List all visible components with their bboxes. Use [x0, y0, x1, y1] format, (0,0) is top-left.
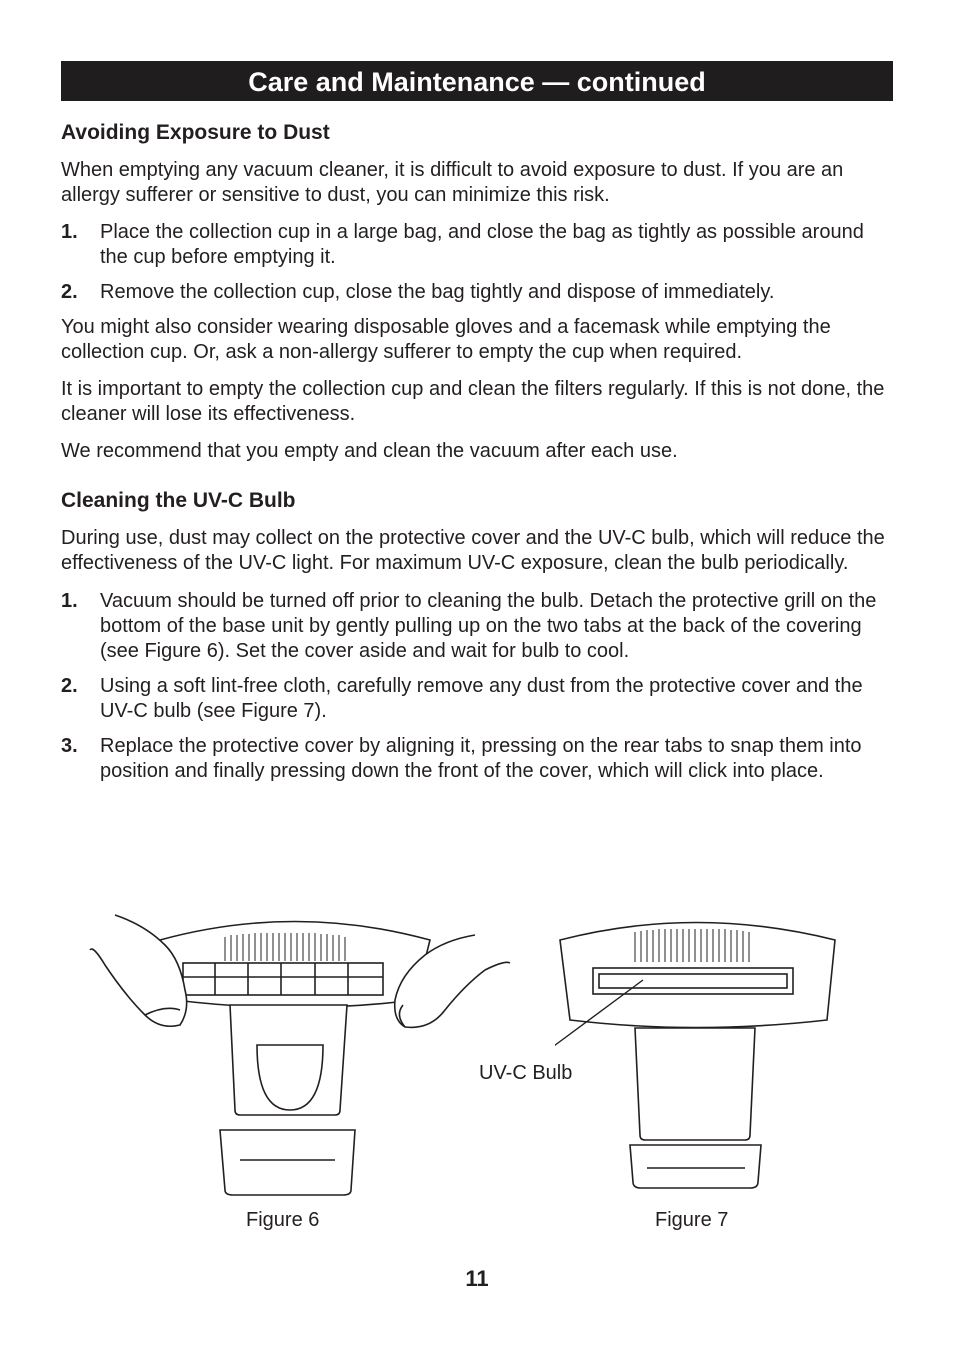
dust-paragraph-1: You might also consider wearing disposable gloves and a facemask while emptying the collection cup. Or, ask a non-allergy sufferer to empty the cup when required. [61, 316, 831, 363]
step-number: 2. [61, 675, 78, 697]
handle-body [635, 1028, 755, 1140]
step-text: Vacuum should be turned off prior to cleaning the bulb. Detach the protective grill on the bottom of the base unit by gently pulling up on the two tabs at the back of the covering (see Figure 6). Set the cover aside and wait for bulb to cool. [100, 590, 877, 662]
figure-7-illustration [555, 910, 845, 1200]
base-unit [560, 923, 835, 1028]
step-number: 2. [61, 281, 78, 303]
grill [183, 963, 383, 995]
section-title: Care and Maintenance — continued [248, 67, 706, 97]
uvc-intro: During use, dust may collect on the protective cover and the UV-C bulb, which will reduce the effectiveness of the UV-C light. For maximum UV-C exposure, clean the bulb periodically. [61, 527, 885, 574]
figure-6-caption: Figure 6 [246, 1209, 320, 1231]
dust-heading: Avoiding Exposure to Dust [61, 121, 330, 144]
uv-c-bulb [599, 974, 787, 988]
uv-c-bulb-tray [593, 968, 793, 994]
dust-step-1 [61, 220, 893, 270]
dust-step-2 [61, 280, 893, 305]
bulb-label: UV-C Bulb [479, 1062, 573, 1084]
collection-cup [630, 1145, 761, 1188]
left-hand [90, 915, 187, 1026]
section-header [61, 61, 893, 101]
uvc-step-2 [61, 674, 893, 724]
figure-7-caption: Figure 7 [655, 1209, 729, 1231]
uvc-step-1 [61, 589, 893, 664]
dust-paragraph-2: It is important to empty the collection cup and clean the filters regularly. If this is not done, the cleaner will lose its effectiveness. [61, 378, 885, 425]
step-text: Remove the collection cup, close the bag tightly and dispose of immediately. [100, 281, 775, 303]
base-unit [160, 922, 430, 1008]
uvc-heading: Cleaning the UV-C Bulb [61, 489, 296, 512]
uvc-step-3 [61, 734, 893, 784]
bulb-pointer-line [555, 980, 643, 1060]
step-text: Replace the protective cover by aligning it, pressing on the rear tabs to snap them into position and finally pressing down the front of the cover, which will click into place. [100, 735, 862, 782]
collection-cup [220, 1130, 355, 1195]
manual-page [61, 61, 893, 784]
step-text: Place the collection cup in a large bag, and close the bag as tightly as possible around the cup before emptying it. [100, 221, 864, 268]
step-number: 3. [61, 735, 78, 757]
page-number: 11 [465, 1266, 489, 1291]
figure-6-illustration [85, 905, 515, 1205]
handle-body [230, 1005, 347, 1115]
dust-paragraph-3: We recommend that you empty and clean the vacuum after each use. [61, 440, 678, 462]
right-hand [395, 935, 510, 1027]
step-number: 1. [61, 221, 78, 243]
dust-intro: When emptying any vacuum cleaner, it is difficult to avoid exposure to dust. If you are an allergy sufferer or sensitive to dust, you can minimize this risk. [61, 159, 844, 206]
step-text: Using a soft lint-free cloth, carefully remove any dust from the protective cover and the UV-C bulb (see Figure 7). [100, 675, 863, 722]
step-number: 1. [61, 590, 78, 612]
